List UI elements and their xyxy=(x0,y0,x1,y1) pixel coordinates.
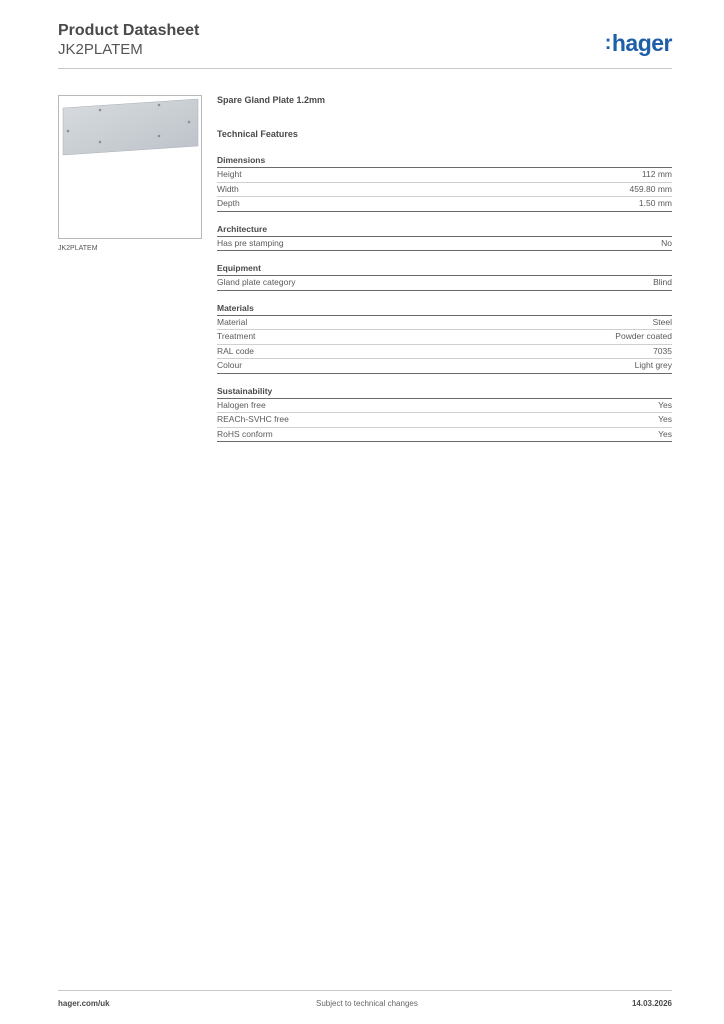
footer-website-link[interactable]: hager.com/uk xyxy=(58,999,110,1008)
technical-features-heading: Technical Features xyxy=(217,129,298,139)
spec-label: REACh-SVHC free xyxy=(217,414,289,424)
spec-label: Height xyxy=(217,169,242,179)
product-reference: JK2PLATEM xyxy=(58,41,143,58)
spec-value: Yes xyxy=(658,428,672,439)
gland-plate-image xyxy=(59,96,201,238)
spec-label: Depth xyxy=(217,198,240,208)
section-title: Equipment xyxy=(217,263,672,276)
spec-row xyxy=(217,345,672,360)
spec-value: Yes xyxy=(658,414,672,424)
spec-value: No xyxy=(661,237,672,248)
product-name: Spare Gland Plate 1.2mm xyxy=(217,95,326,105)
image-caption: JK2PLATEM xyxy=(58,245,98,252)
spec-value: Blind xyxy=(653,277,672,287)
spec-label: Gland plate category xyxy=(217,277,296,287)
header-divider xyxy=(58,68,672,69)
materials-section xyxy=(217,303,672,374)
section-title: Dimensions xyxy=(217,155,672,168)
document-title: Product Datasheet xyxy=(58,22,200,39)
spec-row xyxy=(217,237,672,252)
sustainability-section xyxy=(217,386,672,443)
spec-value: 7035 xyxy=(653,345,672,356)
spec-value: Yes xyxy=(658,399,672,410)
spec-row xyxy=(217,168,672,183)
spec-row xyxy=(217,316,672,331)
spec-label: Has pre stamping xyxy=(217,237,284,248)
section-title: Sustainability xyxy=(217,386,672,399)
spec-label: Halogen free xyxy=(217,399,266,410)
spec-row xyxy=(217,330,672,345)
spec-row xyxy=(217,413,672,428)
equipment-section xyxy=(217,263,672,291)
spec-label: Width xyxy=(217,183,239,194)
product-image xyxy=(58,95,202,239)
spec-row xyxy=(217,359,672,374)
footer-date: 14.03.2026 xyxy=(631,999,672,1008)
spec-value: 459.80 mm xyxy=(629,183,672,194)
section-title: Architecture xyxy=(217,224,672,237)
spec-value: Light grey xyxy=(634,360,672,370)
spec-label: RoHS conform xyxy=(217,428,273,439)
spec-label: RAL code xyxy=(217,345,255,356)
datasheet-content xyxy=(217,95,672,442)
spec-row xyxy=(217,276,672,291)
section-title: Materials xyxy=(217,303,672,316)
logo-text: hager xyxy=(611,30,672,56)
spec-row xyxy=(217,183,672,198)
spec-label: Colour xyxy=(217,360,243,370)
spec-row xyxy=(217,399,672,414)
spec-label: Material xyxy=(217,316,248,327)
hager-logo xyxy=(605,30,672,57)
footer-divider xyxy=(58,990,672,991)
spec-value: Steel xyxy=(652,316,672,327)
spec-row xyxy=(217,428,672,443)
logo-colon: : xyxy=(604,32,611,54)
spec-row xyxy=(217,197,672,212)
page-header xyxy=(58,22,672,68)
dimensions-section xyxy=(217,155,672,212)
spec-value: Powder coated xyxy=(615,331,672,341)
footer-notice: Subject to technical changes xyxy=(316,999,418,1008)
spec-value: 112 mm xyxy=(641,169,672,179)
spec-value: 1.50 mm xyxy=(638,198,672,208)
spec-label: Treatment xyxy=(217,331,256,341)
architecture-section xyxy=(217,224,672,252)
